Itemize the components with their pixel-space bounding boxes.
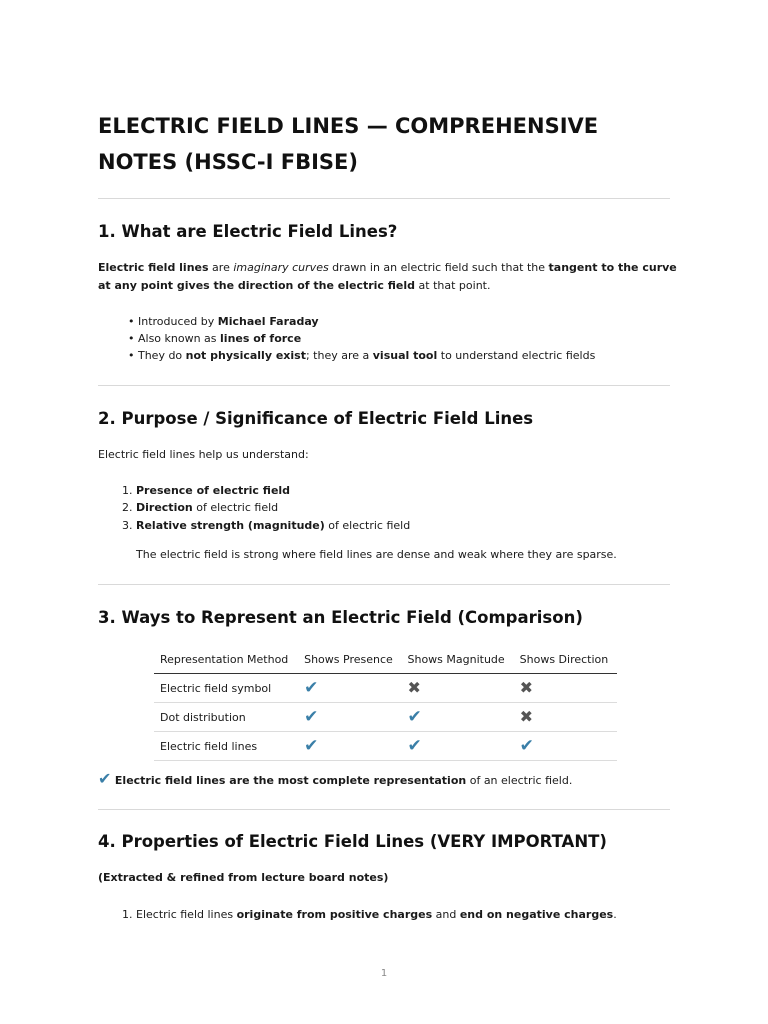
value-cell [402, 703, 514, 732]
value-cell [298, 732, 401, 761]
value-cell [514, 703, 617, 732]
column-header: Shows Direction [514, 645, 617, 674]
comparison-table [154, 645, 617, 761]
page-number: 1 [380, 968, 388, 979]
text: at that point. [415, 278, 491, 292]
intro-paragraph: Electric field lines help us understand: [98, 448, 309, 461]
divider [98, 809, 670, 810]
divider [98, 198, 670, 199]
check-icon: ✔ [304, 677, 319, 698]
table-header-row [154, 645, 617, 674]
cross-icon: ✖ [519, 707, 534, 726]
method-cell: Electric field symbol [154, 674, 298, 703]
table-row [154, 732, 617, 761]
table-row [154, 703, 617, 732]
method-cell: Dot distribution [154, 703, 298, 732]
bullet-item: • Introduced by Michael Faraday [128, 315, 319, 328]
term-bold: tangent to the curve at any point gives the direction of the electric field [98, 261, 677, 292]
section-3-heading: 3. Ways to Represent an Electric Field (Comparison) [98, 608, 583, 627]
divider [98, 584, 670, 585]
value-cell [514, 674, 617, 703]
text: are [208, 261, 234, 274]
value-cell [514, 732, 617, 761]
section-4-heading: 4. Properties of Electric Field Lines (VERY IMPORTANT) [98, 832, 607, 851]
summary-line: ✔ Electric field lines are the most complete representation of an electric field. [98, 769, 573, 788]
bullet-item: • Also known as lines of force [128, 332, 302, 345]
table-row [154, 674, 617, 703]
value-cell [402, 732, 514, 761]
cross-icon: ✖ [519, 678, 534, 697]
column-header: Shows Presence [298, 645, 401, 674]
check-icon: ✔ [304, 735, 319, 756]
check-icon: ✔ [407, 735, 422, 756]
list-item: 2. Direction of electric field [122, 501, 279, 514]
definition-paragraph [98, 259, 678, 294]
check-icon: ✔ [407, 706, 422, 727]
cross-icon: ✖ [407, 678, 421, 697]
list-item: 1. Electric field lines originate from positive charges and end on negative charges. [122, 908, 617, 921]
check-icon: ✔ [519, 735, 534, 756]
column-header: Representation Method [154, 645, 298, 674]
density-note: The electric field is strong where field lines are dense and weak where they are sparse. [136, 548, 617, 561]
column-header: Shows Magnitude [402, 645, 514, 674]
check-icon: ✔ [98, 769, 112, 788]
list-item: 3. Relative strength (magnitude) of electric field [122, 519, 411, 532]
page-title: ELECTRIC FIELD LINES — COMPREHENSIVE NOTES (HSSC-I FBISE) [98, 114, 599, 174]
value-cell [298, 674, 401, 703]
method-cell: Electric field lines [154, 732, 298, 761]
section-1-heading: 1. What are Electric Field Lines? [98, 222, 398, 241]
text: drawn in an electric field such that the [328, 261, 549, 274]
list-item: 1. Presence of electric field [122, 484, 291, 497]
value-cell [298, 703, 401, 732]
check-icon: ✔ [304, 706, 319, 727]
section-2-heading: 2. Purpose / Significance of Electric Field Lines [98, 409, 534, 428]
source-note: (Extracted & refined from lecture board notes) [98, 871, 389, 884]
divider [98, 385, 670, 386]
value-cell [402, 674, 514, 703]
term-bold: Electric field lines [98, 261, 209, 274]
term-italic: imaginary curves [233, 261, 329, 274]
bullet-item: • They do not physically exist; they are a visual tool to understand electric fields [128, 349, 596, 362]
